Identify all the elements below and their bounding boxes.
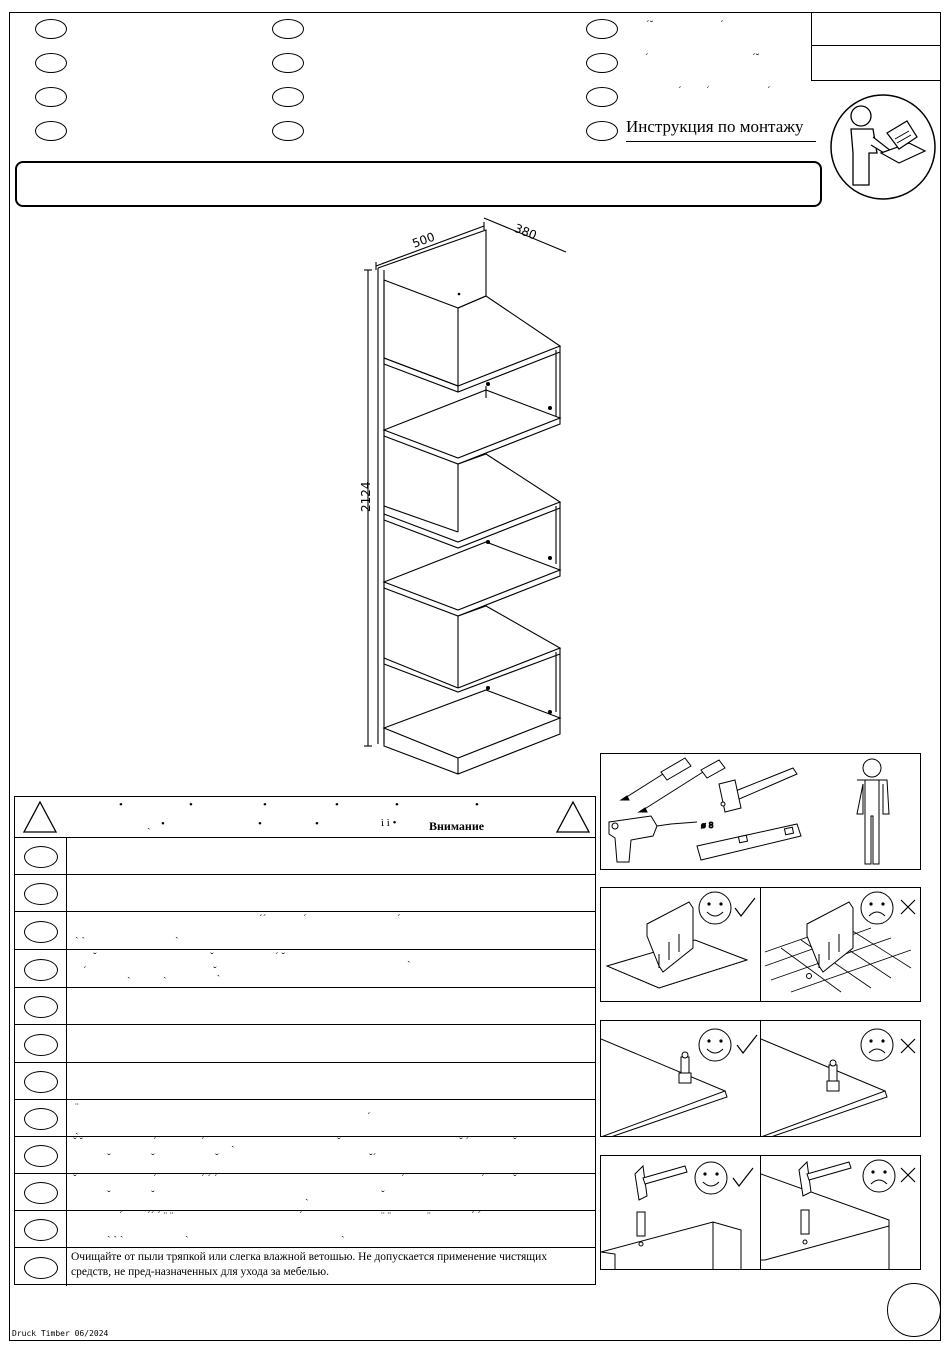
language-oval <box>35 53 67 73</box>
person-icon <box>857 759 889 864</box>
warning-row <box>15 838 595 875</box>
dowel-good-panel <box>600 1155 761 1270</box>
language-oval <box>586 121 618 141</box>
cam-screw-good-panel <box>600 1020 761 1137</box>
smiley-happy-icon <box>695 1162 727 1194</box>
warning-row: ¨ ˊ ˏ <box>15 1100 595 1137</box>
warning-triangle-icon <box>22 800 58 834</box>
svg-text:ø 8: ø 8 <box>701 821 714 830</box>
warning-row: ˇ ˇ ˊ ˇ ˏ ˊ ˏ ˏ ˇˏ <box>15 950 595 988</box>
floor-protection-good-panel <box>600 887 761 1002</box>
print-code: Druck Timber 06/2024 <box>12 1329 109 1338</box>
language-oval <box>272 19 304 39</box>
warning-row: ˊˊ ˊ ˊ ˏ ˏ ˏ <box>15 912 595 950</box>
warning-row <box>15 875 595 912</box>
warning-row: ˊ ˊˊ ˊ ¨ ¨ ˊ ¨ ¨ ¨ ˊ ˊ ˏ ˏ ˏ ˏ ˏ <box>15 1211 595 1248</box>
checkmark-icon <box>735 898 755 916</box>
title-underline <box>626 141 816 142</box>
tools-panel <box>600 753 921 870</box>
warning-row <box>15 1063 595 1100</box>
warnings-header: • • • • • • ˏ • • • ì ì • Внимание <box>15 797 595 838</box>
smiley-sad-icon <box>863 1160 895 1192</box>
language-oval <box>272 121 304 141</box>
language-oval <box>586 53 618 73</box>
language-oval <box>35 19 67 39</box>
warnings-table <box>14 796 596 1285</box>
hammer-icon <box>719 768 797 812</box>
instruction-title: Инструкция по монтажу <box>626 117 804 136</box>
warning-row <box>15 988 595 1025</box>
smiley-sad-icon <box>861 892 893 924</box>
warning-row: ˇ ˇ ˊ ˊ ˏ ˇ ˇ ˊ ˇ ˇ ˇ ˇ ˇˊ <box>15 1137 595 1174</box>
shelf-unit-drawing <box>340 212 580 782</box>
screwdriver-icon <box>621 758 725 812</box>
floor-protection-bad-panel <box>760 887 921 1002</box>
depth-dimension: 380 <box>512 221 539 243</box>
language-oval <box>35 121 67 141</box>
page-number-circle <box>887 1283 941 1337</box>
checkmark-icon <box>737 1035 757 1053</box>
cross-icon <box>901 900 915 914</box>
width-dimension: 500 <box>410 229 437 251</box>
dowel-bad-panel <box>760 1155 921 1270</box>
smiley-happy-icon <box>699 1029 731 1061</box>
cross-icon <box>901 1039 915 1053</box>
cam-screw-bad-panel <box>760 1020 921 1137</box>
language-oval <box>586 87 618 107</box>
drill-icon <box>609 816 714 862</box>
height-dimension: 2124 <box>359 481 373 512</box>
care-instructions-text: Очищайте от пыли тряпкой или слегка влажной ветошью. Не допускается применение чистящих средств, не пред-назначенных для ухода за мебелью. <box>71 1251 548 1278</box>
language-oval <box>272 87 304 107</box>
product-name-box <box>15 161 822 207</box>
smiley-happy-icon <box>699 892 731 924</box>
language-oval <box>272 53 304 73</box>
code-box <box>811 13 940 81</box>
warning-row <box>15 1025 595 1063</box>
warning-row <box>15 1248 595 1286</box>
warning-heading: Внимание <box>429 819 485 833</box>
warning-triangle-icon <box>555 800 591 834</box>
language-oval <box>586 19 618 39</box>
language-oval <box>35 87 67 107</box>
checkmark-icon <box>733 1168 753 1186</box>
smiley-sad-icon <box>861 1029 893 1061</box>
person-reading-manual-icon <box>829 93 937 201</box>
warning-row: ˇ ˊ ˊ ˊ ˊ ˊ ˊ ˇ ˇ ˇ ˏ ˇ <box>15 1174 595 1211</box>
cross-icon <box>901 1168 915 1182</box>
